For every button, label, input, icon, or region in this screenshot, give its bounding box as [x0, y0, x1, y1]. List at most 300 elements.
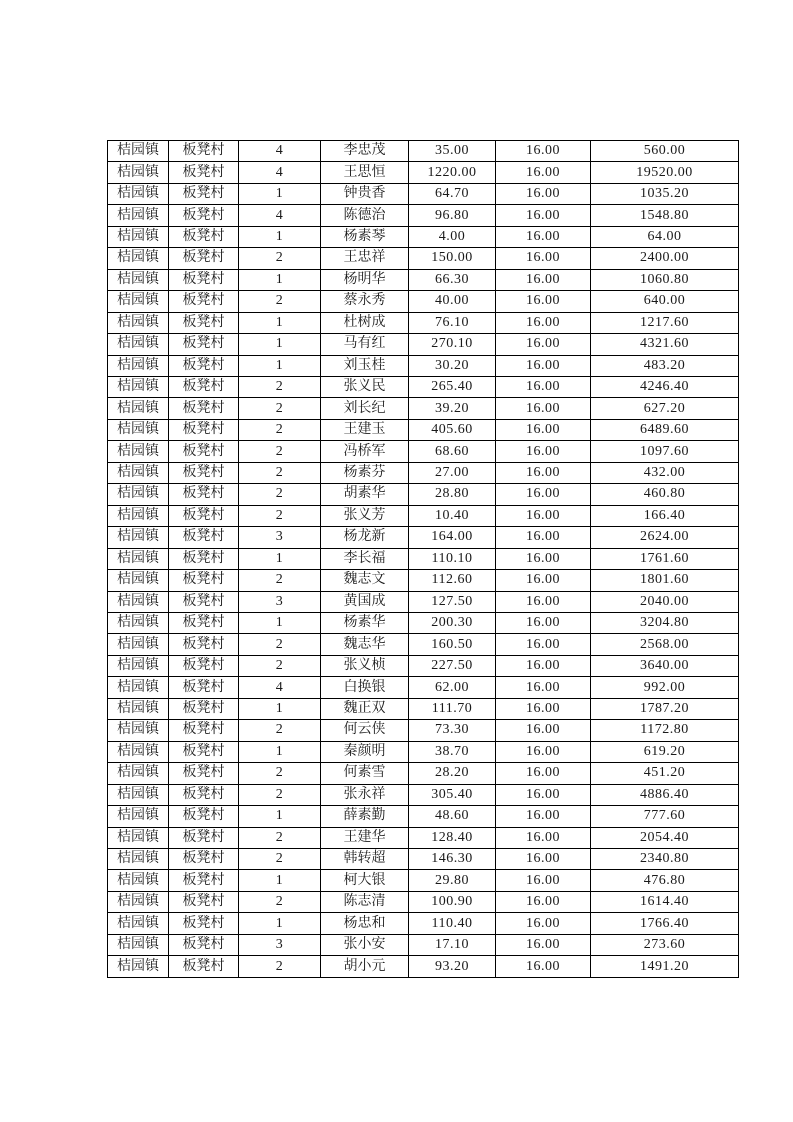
cell-quantity: 164.00 — [409, 527, 496, 548]
cell-village: 板凳村 — [169, 548, 239, 569]
cell-name: 钟贵香 — [321, 183, 409, 204]
cell-town: 桔园镇 — [108, 891, 169, 912]
cell-name: 何素雪 — [321, 763, 409, 784]
table-row — [108, 806, 739, 827]
cell-name: 王建玉 — [321, 419, 409, 440]
cell-village: 板凳村 — [169, 205, 239, 226]
table-row — [108, 334, 739, 355]
cell-amount: 2340.80 — [591, 848, 739, 869]
cell-name: 胡小元 — [321, 956, 409, 978]
cell-quantity: 146.30 — [409, 848, 496, 869]
cell-town: 桔园镇 — [108, 441, 169, 462]
cell-quantity: 96.80 — [409, 205, 496, 226]
cell-quantity: 10.40 — [409, 505, 496, 526]
table-row — [108, 677, 739, 698]
cell-quantity: 405.60 — [409, 419, 496, 440]
cell-unit-price: 16.00 — [496, 398, 591, 419]
cell-amount: 6489.60 — [591, 419, 739, 440]
cell-name: 韩转超 — [321, 848, 409, 869]
cell-group-number: 2 — [239, 784, 321, 805]
cell-amount: 3640.00 — [591, 655, 739, 676]
cell-name: 杨忠和 — [321, 913, 409, 934]
cell-town: 桔园镇 — [108, 612, 169, 633]
table-row — [108, 355, 739, 376]
cell-quantity: 17.10 — [409, 934, 496, 955]
cell-quantity: 28.80 — [409, 484, 496, 505]
cell-quantity: 68.60 — [409, 441, 496, 462]
cell-amount: 1766.40 — [591, 913, 739, 934]
table-row — [108, 570, 739, 591]
table-row — [108, 634, 739, 655]
cell-town: 桔园镇 — [108, 419, 169, 440]
cell-town: 桔园镇 — [108, 334, 169, 355]
table-row — [108, 312, 739, 333]
cell-unit-price: 16.00 — [496, 806, 591, 827]
cell-amount: 19520.00 — [591, 162, 739, 183]
cell-group-number: 1 — [239, 355, 321, 376]
cell-group-number: 3 — [239, 934, 321, 955]
cell-village: 板凳村 — [169, 612, 239, 633]
table-row — [108, 183, 739, 204]
cell-town: 桔园镇 — [108, 162, 169, 183]
cell-village: 板凳村 — [169, 355, 239, 376]
cell-village: 板凳村 — [169, 763, 239, 784]
cell-village: 板凳村 — [169, 162, 239, 183]
cell-unit-price: 16.00 — [496, 334, 591, 355]
cell-name: 蔡永秀 — [321, 291, 409, 312]
table-row — [108, 848, 739, 869]
cell-unit-price: 16.00 — [496, 848, 591, 869]
cell-amount: 1614.40 — [591, 891, 739, 912]
cell-group-number: 1 — [239, 698, 321, 719]
cell-name: 白换银 — [321, 677, 409, 698]
cell-unit-price: 16.00 — [496, 548, 591, 569]
cell-unit-price: 16.00 — [496, 248, 591, 269]
cell-name: 冯桥军 — [321, 441, 409, 462]
cell-amount: 1787.20 — [591, 698, 739, 719]
cell-unit-price: 16.00 — [496, 591, 591, 612]
cell-village: 板凳村 — [169, 956, 239, 978]
cell-amount: 2624.00 — [591, 527, 739, 548]
cell-town: 桔园镇 — [108, 205, 169, 226]
cell-quantity: 270.10 — [409, 334, 496, 355]
table-row — [108, 548, 739, 569]
cell-amount: 1035.20 — [591, 183, 739, 204]
cell-town: 桔园镇 — [108, 398, 169, 419]
cell-town: 桔园镇 — [108, 720, 169, 741]
cell-amount: 432.00 — [591, 462, 739, 483]
cell-village: 板凳村 — [169, 398, 239, 419]
cell-village: 板凳村 — [169, 183, 239, 204]
cell-unit-price: 16.00 — [496, 763, 591, 784]
cell-name: 黄国成 — [321, 591, 409, 612]
cell-amount: 483.20 — [591, 355, 739, 376]
table-row — [108, 291, 739, 312]
cell-name: 张义桢 — [321, 655, 409, 676]
cell-group-number: 2 — [239, 441, 321, 462]
cell-group-number: 2 — [239, 419, 321, 440]
table-row — [108, 698, 739, 719]
cell-name: 杨明华 — [321, 269, 409, 290]
cell-village: 板凳村 — [169, 698, 239, 719]
table-row — [108, 655, 739, 676]
cell-group-number: 4 — [239, 205, 321, 226]
cell-name: 王建华 — [321, 827, 409, 848]
cell-quantity: 128.40 — [409, 827, 496, 848]
cell-town: 桔园镇 — [108, 355, 169, 376]
cell-group-number: 3 — [239, 591, 321, 612]
cell-group-number: 2 — [239, 763, 321, 784]
cell-village: 板凳村 — [169, 677, 239, 698]
cell-group-number: 4 — [239, 162, 321, 183]
cell-group-number: 1 — [239, 269, 321, 290]
table-body — [108, 141, 739, 978]
cell-unit-price: 16.00 — [496, 205, 591, 226]
cell-name: 胡素华 — [321, 484, 409, 505]
cell-amount: 273.60 — [591, 934, 739, 955]
cell-unit-price: 16.00 — [496, 870, 591, 891]
cell-amount: 2568.00 — [591, 634, 739, 655]
table-row — [108, 441, 739, 462]
cell-amount: 4321.60 — [591, 334, 739, 355]
cell-group-number: 2 — [239, 655, 321, 676]
cell-town: 桔园镇 — [108, 548, 169, 569]
table-row — [108, 419, 739, 440]
table-row — [108, 141, 739, 162]
cell-town: 桔园镇 — [108, 806, 169, 827]
cell-amount: 1097.60 — [591, 441, 739, 462]
cell-amount: 451.20 — [591, 763, 739, 784]
table-row — [108, 741, 739, 762]
cell-town: 桔园镇 — [108, 698, 169, 719]
cell-town: 桔园镇 — [108, 763, 169, 784]
cell-unit-price: 16.00 — [496, 162, 591, 183]
cell-village: 板凳村 — [169, 226, 239, 247]
cell-name: 李忠茂 — [321, 141, 409, 162]
cell-group-number: 2 — [239, 398, 321, 419]
cell-town: 桔园镇 — [108, 248, 169, 269]
cell-unit-price: 16.00 — [496, 677, 591, 698]
cell-town: 桔园镇 — [108, 376, 169, 397]
cell-village: 板凳村 — [169, 913, 239, 934]
cell-amount: 560.00 — [591, 141, 739, 162]
cell-amount: 1548.80 — [591, 205, 739, 226]
cell-name: 秦颜明 — [321, 741, 409, 762]
table-row — [108, 269, 739, 290]
cell-village: 板凳村 — [169, 462, 239, 483]
cell-quantity: 64.70 — [409, 183, 496, 204]
cell-unit-price: 16.00 — [496, 655, 591, 676]
cell-amount: 4886.40 — [591, 784, 739, 805]
cell-quantity: 48.60 — [409, 806, 496, 827]
cell-village: 板凳村 — [169, 891, 239, 912]
cell-name: 张义芳 — [321, 505, 409, 526]
cell-quantity: 93.20 — [409, 956, 496, 978]
cell-village: 板凳村 — [169, 720, 239, 741]
cell-village: 板凳村 — [169, 806, 239, 827]
table-row — [108, 248, 739, 269]
cell-amount: 619.20 — [591, 741, 739, 762]
cell-quantity: 40.00 — [409, 291, 496, 312]
cell-amount: 2054.40 — [591, 827, 739, 848]
cell-town: 桔园镇 — [108, 312, 169, 333]
cell-unit-price: 16.00 — [496, 226, 591, 247]
cell-town: 桔园镇 — [108, 913, 169, 934]
payment-table — [107, 140, 739, 978]
cell-quantity: 35.00 — [409, 141, 496, 162]
cell-group-number: 2 — [239, 291, 321, 312]
cell-amount: 992.00 — [591, 677, 739, 698]
cell-name: 魏志华 — [321, 634, 409, 655]
cell-quantity: 110.10 — [409, 548, 496, 569]
cell-town: 桔园镇 — [108, 570, 169, 591]
table-row — [108, 891, 739, 912]
cell-unit-price: 16.00 — [496, 376, 591, 397]
cell-quantity: 150.00 — [409, 248, 496, 269]
cell-village: 板凳村 — [169, 527, 239, 548]
cell-name: 张义民 — [321, 376, 409, 397]
cell-quantity: 110.40 — [409, 913, 496, 934]
cell-unit-price: 16.00 — [496, 419, 591, 440]
cell-group-number: 1 — [239, 226, 321, 247]
cell-town: 桔园镇 — [108, 505, 169, 526]
cell-name: 李长福 — [321, 548, 409, 569]
cell-town: 桔园镇 — [108, 655, 169, 676]
cell-village: 板凳村 — [169, 312, 239, 333]
cell-unit-price: 16.00 — [496, 505, 591, 526]
cell-name: 刘长纪 — [321, 398, 409, 419]
cell-group-number: 2 — [239, 462, 321, 483]
cell-group-number: 1 — [239, 741, 321, 762]
cell-town: 桔园镇 — [108, 634, 169, 655]
cell-name: 薛素勤 — [321, 806, 409, 827]
cell-amount: 640.00 — [591, 291, 739, 312]
cell-group-number: 1 — [239, 183, 321, 204]
cell-quantity: 200.30 — [409, 612, 496, 633]
cell-group-number: 2 — [239, 891, 321, 912]
cell-quantity: 27.00 — [409, 462, 496, 483]
cell-town: 桔园镇 — [108, 956, 169, 978]
cell-name: 柯大银 — [321, 870, 409, 891]
cell-name: 杨素芬 — [321, 462, 409, 483]
cell-group-number: 1 — [239, 870, 321, 891]
table-row — [108, 226, 739, 247]
cell-unit-price: 16.00 — [496, 891, 591, 912]
cell-amount: 777.60 — [591, 806, 739, 827]
cell-quantity: 305.40 — [409, 784, 496, 805]
cell-village: 板凳村 — [169, 634, 239, 655]
cell-name: 杜树成 — [321, 312, 409, 333]
cell-unit-price: 16.00 — [496, 183, 591, 204]
cell-unit-price: 16.00 — [496, 634, 591, 655]
cell-group-number: 1 — [239, 548, 321, 569]
cell-town: 桔园镇 — [108, 848, 169, 869]
cell-unit-price: 16.00 — [496, 612, 591, 633]
cell-unit-price: 16.00 — [496, 291, 591, 312]
cell-amount: 2400.00 — [591, 248, 739, 269]
cell-town: 桔园镇 — [108, 784, 169, 805]
cell-town: 桔园镇 — [108, 141, 169, 162]
table-row — [108, 591, 739, 612]
cell-village: 板凳村 — [169, 419, 239, 440]
cell-town: 桔园镇 — [108, 827, 169, 848]
cell-group-number: 2 — [239, 505, 321, 526]
table-row — [108, 934, 739, 955]
table-row — [108, 720, 739, 741]
cell-amount: 1060.80 — [591, 269, 739, 290]
cell-group-number: 2 — [239, 848, 321, 869]
cell-group-number: 2 — [239, 634, 321, 655]
table-row — [108, 527, 739, 548]
cell-unit-price: 16.00 — [496, 312, 591, 333]
table-row — [108, 505, 739, 526]
table-row — [108, 870, 739, 891]
cell-quantity: 4.00 — [409, 226, 496, 247]
cell-unit-price: 16.00 — [496, 913, 591, 934]
cell-amount: 64.00 — [591, 226, 739, 247]
cell-village: 板凳村 — [169, 934, 239, 955]
cell-town: 桔园镇 — [108, 591, 169, 612]
cell-quantity: 111.70 — [409, 698, 496, 719]
cell-amount: 4246.40 — [591, 376, 739, 397]
cell-name: 马有红 — [321, 334, 409, 355]
cell-group-number: 1 — [239, 913, 321, 934]
cell-group-number: 4 — [239, 677, 321, 698]
cell-quantity: 28.20 — [409, 763, 496, 784]
cell-group-number: 3 — [239, 527, 321, 548]
cell-amount: 1172.80 — [591, 720, 739, 741]
cell-town: 桔园镇 — [108, 183, 169, 204]
cell-quantity: 38.70 — [409, 741, 496, 762]
cell-amount: 627.20 — [591, 398, 739, 419]
cell-group-number: 4 — [239, 141, 321, 162]
cell-town: 桔园镇 — [108, 527, 169, 548]
cell-village: 板凳村 — [169, 248, 239, 269]
cell-quantity: 112.60 — [409, 570, 496, 591]
cell-village: 板凳村 — [169, 591, 239, 612]
cell-quantity: 73.30 — [409, 720, 496, 741]
cell-name: 杨素琴 — [321, 226, 409, 247]
cell-village: 板凳村 — [169, 741, 239, 762]
cell-town: 桔园镇 — [108, 462, 169, 483]
cell-village: 板凳村 — [169, 291, 239, 312]
cell-unit-price: 16.00 — [496, 698, 591, 719]
cell-unit-price: 16.00 — [496, 784, 591, 805]
cell-village: 板凳村 — [169, 848, 239, 869]
cell-quantity: 127.50 — [409, 591, 496, 612]
table-row — [108, 913, 739, 934]
cell-unit-price: 16.00 — [496, 462, 591, 483]
cell-quantity: 265.40 — [409, 376, 496, 397]
cell-quantity: 62.00 — [409, 677, 496, 698]
cell-village: 板凳村 — [169, 784, 239, 805]
cell-village: 板凳村 — [169, 269, 239, 290]
cell-town: 桔园镇 — [108, 677, 169, 698]
cell-town: 桔园镇 — [108, 870, 169, 891]
cell-amount: 1801.60 — [591, 570, 739, 591]
cell-quantity: 1220.00 — [409, 162, 496, 183]
cell-village: 板凳村 — [169, 484, 239, 505]
cell-village: 板凳村 — [169, 334, 239, 355]
table-row — [108, 205, 739, 226]
table-row — [108, 376, 739, 397]
cell-village: 板凳村 — [169, 376, 239, 397]
cell-unit-price: 16.00 — [496, 141, 591, 162]
cell-amount: 1491.20 — [591, 956, 739, 978]
cell-quantity: 29.80 — [409, 870, 496, 891]
cell-name: 杨素华 — [321, 612, 409, 633]
cell-unit-price: 16.00 — [496, 956, 591, 978]
cell-unit-price: 16.00 — [496, 355, 591, 376]
cell-name: 陈志清 — [321, 891, 409, 912]
cell-quantity: 76.10 — [409, 312, 496, 333]
cell-village: 板凳村 — [169, 655, 239, 676]
cell-name: 张小安 — [321, 934, 409, 955]
cell-quantity: 30.20 — [409, 355, 496, 376]
table-row — [108, 462, 739, 483]
cell-group-number: 1 — [239, 334, 321, 355]
cell-name: 杨龙新 — [321, 527, 409, 548]
cell-group-number: 2 — [239, 720, 321, 741]
cell-name: 何云侠 — [321, 720, 409, 741]
cell-quantity: 160.50 — [409, 634, 496, 655]
cell-village: 板凳村 — [169, 570, 239, 591]
cell-quantity: 66.30 — [409, 269, 496, 290]
cell-name: 王忠祥 — [321, 248, 409, 269]
table-row — [108, 763, 739, 784]
cell-unit-price: 16.00 — [496, 484, 591, 505]
cell-group-number: 2 — [239, 248, 321, 269]
cell-village: 板凳村 — [169, 827, 239, 848]
table-row — [108, 784, 739, 805]
cell-group-number: 1 — [239, 612, 321, 633]
cell-unit-price: 16.00 — [496, 570, 591, 591]
cell-unit-price: 16.00 — [496, 269, 591, 290]
cell-amount: 2040.00 — [591, 591, 739, 612]
cell-group-number: 2 — [239, 570, 321, 591]
cell-town: 桔园镇 — [108, 741, 169, 762]
cell-amount: 1761.60 — [591, 548, 739, 569]
table-row — [108, 398, 739, 419]
cell-town: 桔园镇 — [108, 934, 169, 955]
table-row — [108, 827, 739, 848]
table-row — [108, 162, 739, 183]
cell-group-number: 1 — [239, 312, 321, 333]
cell-name: 张永祥 — [321, 784, 409, 805]
cell-village: 板凳村 — [169, 441, 239, 462]
cell-unit-price: 16.00 — [496, 934, 591, 955]
cell-name: 魏正双 — [321, 698, 409, 719]
cell-group-number: 2 — [239, 376, 321, 397]
cell-group-number: 1 — [239, 806, 321, 827]
table-row — [108, 612, 739, 633]
cell-unit-price: 16.00 — [496, 827, 591, 848]
cell-name: 魏志文 — [321, 570, 409, 591]
cell-amount: 3204.80 — [591, 612, 739, 633]
cell-amount: 1217.60 — [591, 312, 739, 333]
cell-name: 刘玉桂 — [321, 355, 409, 376]
cell-name: 王思恒 — [321, 162, 409, 183]
cell-village: 板凳村 — [169, 141, 239, 162]
cell-village: 板凳村 — [169, 505, 239, 526]
cell-unit-price: 16.00 — [496, 527, 591, 548]
cell-unit-price: 16.00 — [496, 441, 591, 462]
cell-amount: 476.80 — [591, 870, 739, 891]
table-row — [108, 484, 739, 505]
cell-quantity: 227.50 — [409, 655, 496, 676]
cell-quantity: 39.20 — [409, 398, 496, 419]
cell-group-number: 2 — [239, 827, 321, 848]
